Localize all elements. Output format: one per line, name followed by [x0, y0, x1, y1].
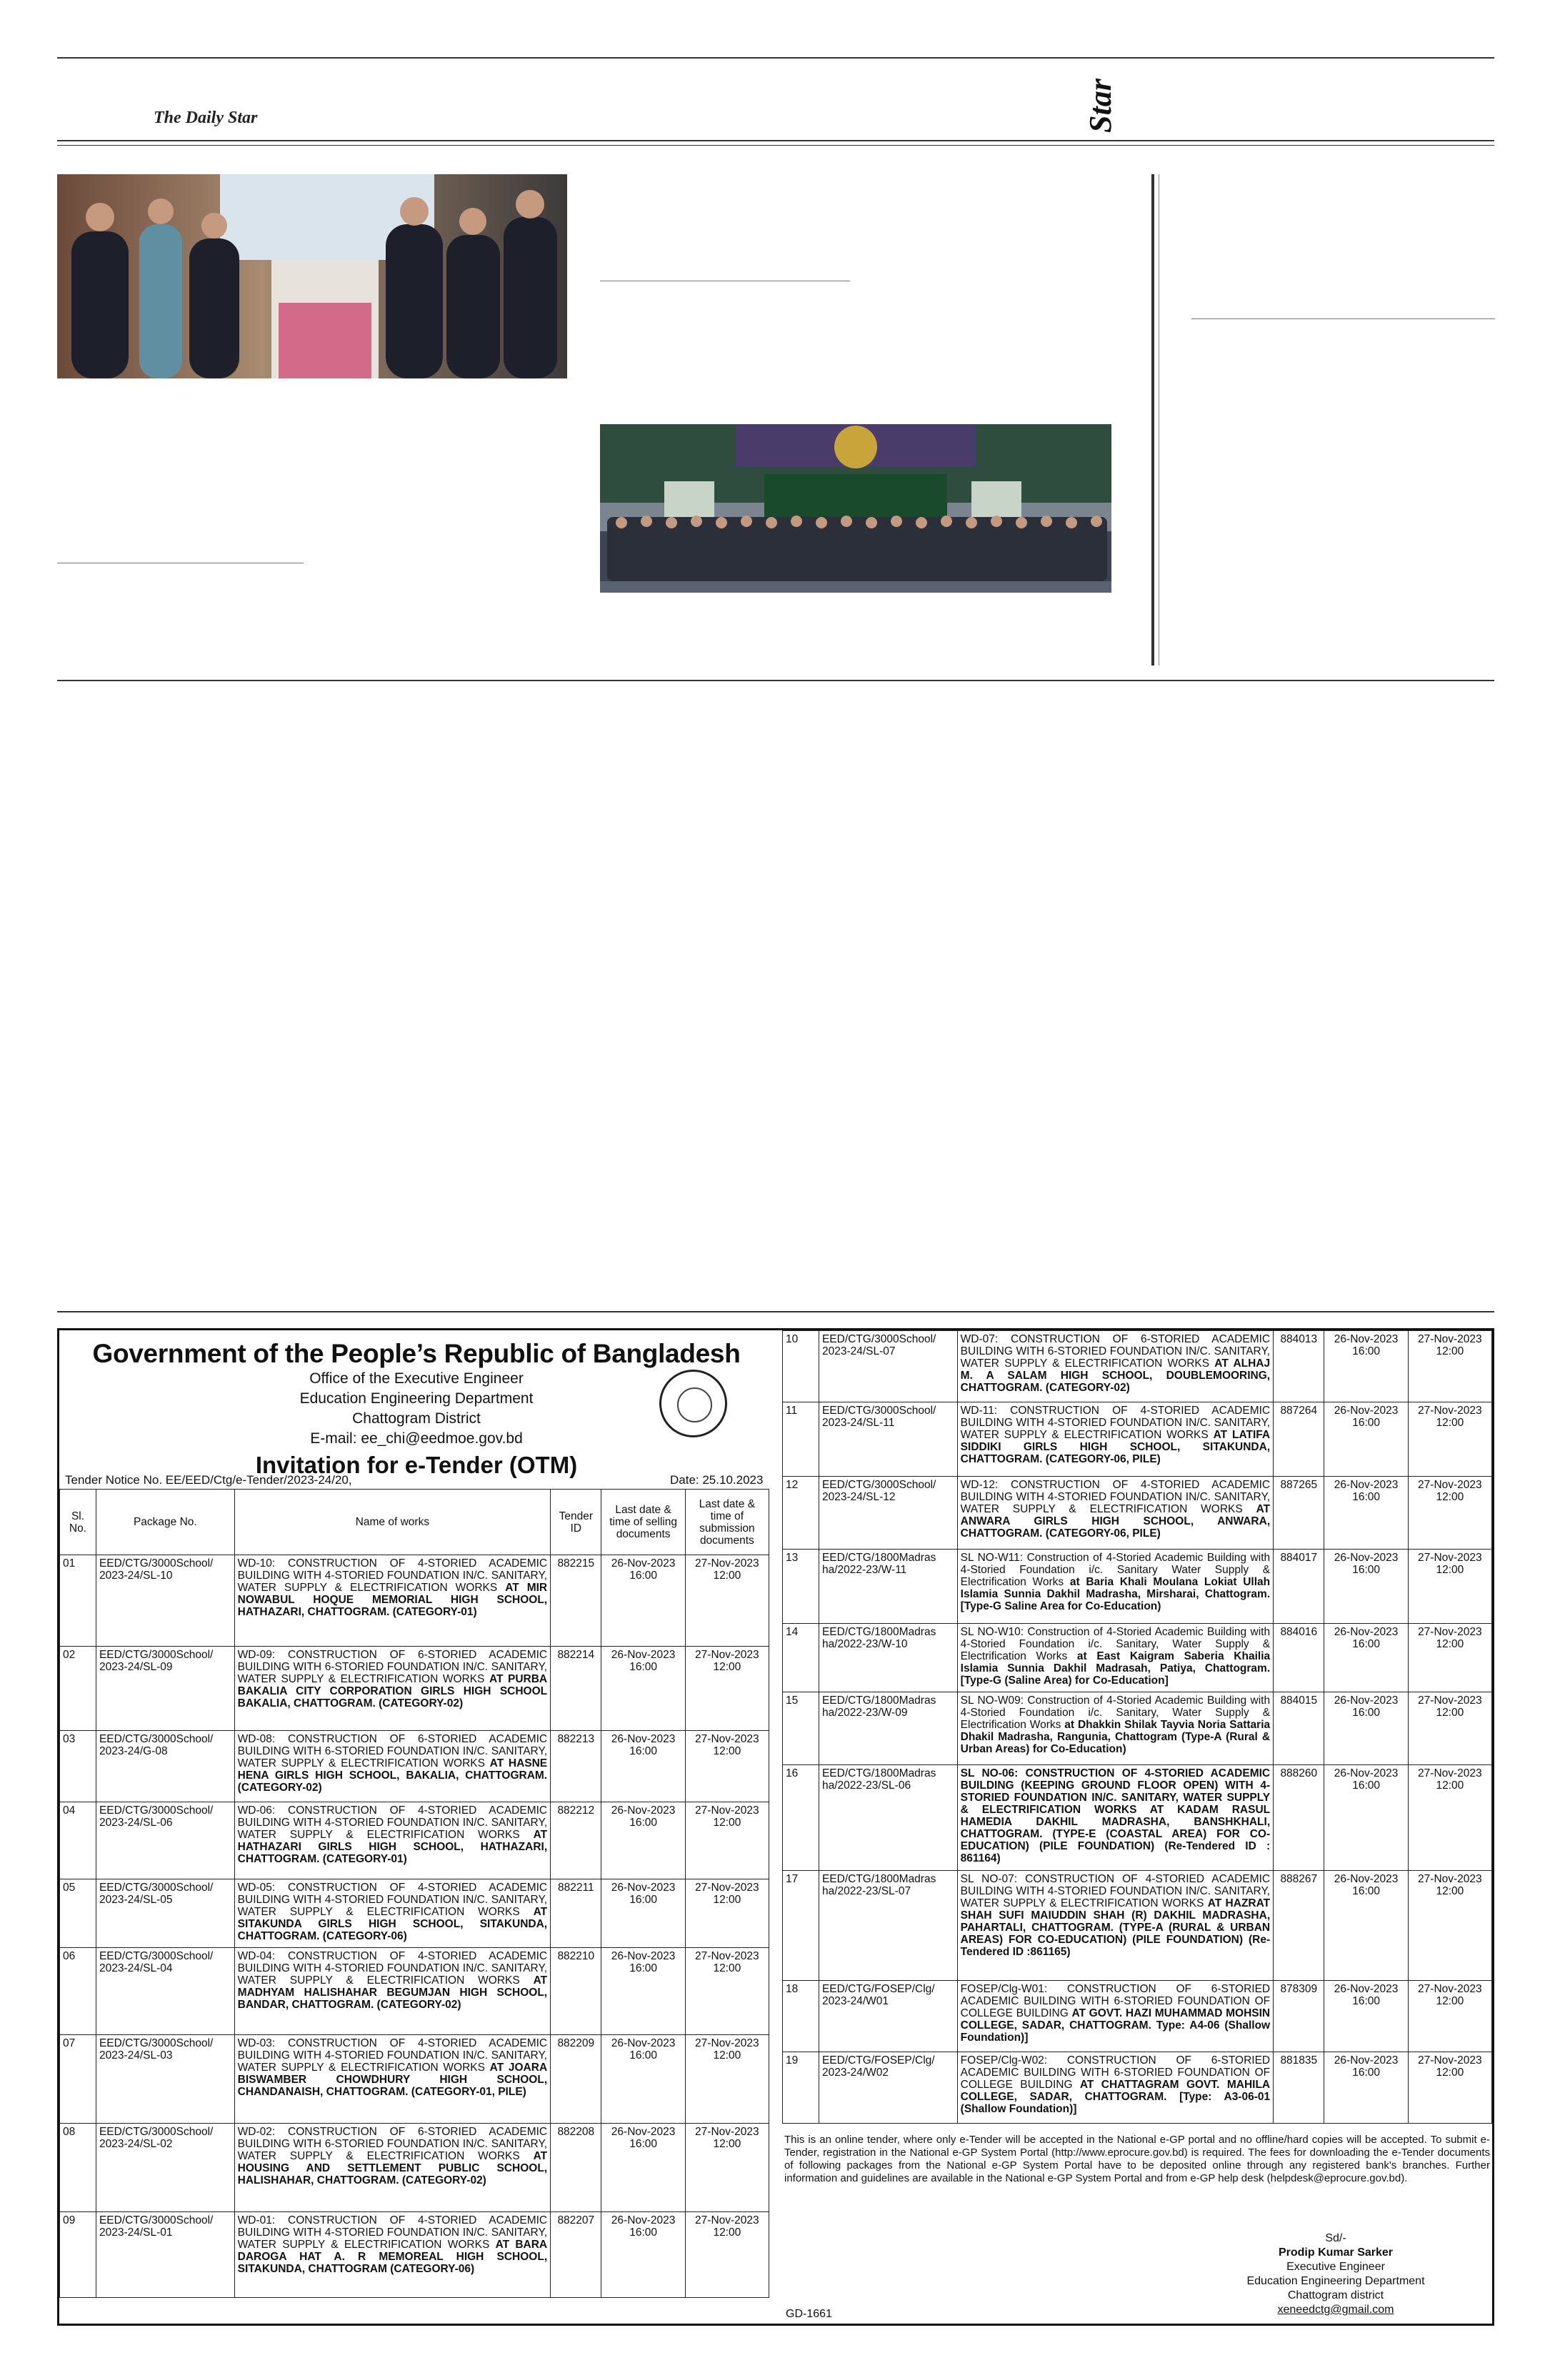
works-text: WD-07: CONSTRUCTION OF 6-STORIED ACADEMIC BUILDING WITH 6-STORIED FOUNDATION IN/C. SANITARY, WATER SUPPLY & ELECTRIFICATION WORKS	[960, 1333, 1271, 1370]
row-selling-date: 26-Nov-2023 16:00	[601, 1879, 685, 1948]
row-submission-date: 27-Nov-2023 12:00	[685, 2212, 769, 2298]
row-package: EED/CTG/3000School/ 2023-24/SL-12	[819, 1477, 957, 1550]
government-title: Government of the People’s Republic of Bangladesh	[92, 1339, 741, 1368]
row-submission-date: 27-Nov-2023 12:00	[1408, 1692, 1491, 1765]
row-tender-id: 881835	[1274, 2052, 1324, 2124]
signature-department: Education Engineering Department	[1246, 2275, 1425, 2287]
table-row	[783, 1477, 1492, 1550]
table-row	[783, 2052, 1492, 2124]
row-sl: 09	[60, 2212, 96, 2298]
works-location: AT SITAKUNDA GIRLS HIGH SCHOOL, SITAKUNDA, CHATTOGRAM. (CATEGORY-06)	[237, 1906, 548, 1942]
row-sl: 07	[60, 2035, 96, 2124]
row-selling-date: 26-Nov-2023 16:00	[1324, 1765, 1408, 1871]
row-works	[234, 2124, 550, 2212]
row-tender-id: 882211	[551, 1879, 601, 1948]
row-selling-date: 26-Nov-2023 16:00	[1324, 1402, 1408, 1477]
row-selling-date: 26-Nov-2023 16:00	[601, 2035, 685, 2124]
row-sl: 11	[783, 1402, 819, 1477]
works-location: AT PURBA BAKALIA CITY CORPORATION GIRLS HIGH SCHOOL BAKALIA, CHATTOGRAM. (CATEGORY-02)	[237, 1673, 548, 1709]
row-package: EED/CTG/3000School/ 2023-24/SL-07	[819, 1331, 957, 1402]
row-submission-date: 27-Nov-2023 12:00	[685, 2035, 769, 2124]
row-tender-id: 882210	[551, 1948, 601, 2035]
row-sl: 05	[60, 1879, 96, 1948]
ad-top-rule	[57, 1311, 1494, 1312]
row-works	[234, 1948, 550, 2035]
row-sl: 08	[60, 2124, 96, 2212]
row-works	[234, 2035, 550, 2124]
header-selling-date: Last date & time of selling documents	[601, 1490, 685, 1555]
works-location: AT HOUSING AND SETTLEMENT PUBLIC SCHOOL, HALISHAHAR, CHATTOGRAM. (CATEGORY-02)	[237, 2150, 548, 2186]
row-package: EED/CTG/FOSEP/Clg/ 2023-24/W02	[819, 2052, 957, 2124]
works-text: SL NO-W11: Construction of 4-Storied Academic Building with 4-Storied Foundation i/c. Sanitary Water Supply & Electrification Works	[960, 1552, 1271, 1588]
works-text: WD-10: CONSTRUCTION OF 4-STORIED ACADEMIC BUILDING WITH 4-STORIED FOUNDATION IN/C. SANITARY, WATER SUPPLY & ELECTRIFICATION WORKS	[237, 1557, 548, 1594]
row-selling-date: 26-Nov-2023 16:00	[601, 2212, 685, 2298]
row-package: EED/CTG/3000School/ 2023-24/SL-01	[96, 2212, 234, 2298]
row-works	[957, 1692, 1273, 1765]
works-location: AT BARA DAROGA HAT A. R MEMOREAL HIGH SCHOOL, SITAKUNDA, CHATTOGRAM (CATEGORY-06)	[237, 2239, 548, 2275]
works-location: AT HASNE HENA GIRLS HIGH SCHOOL, BAKALIA, CHATTOGRAM. (CATEGORY-02)	[237, 1757, 548, 1794]
government-seal-icon	[659, 1370, 727, 1437]
news-photo-spend-and-win	[57, 174, 567, 378]
row-sl: 10	[783, 1331, 819, 1402]
row-package: EED/CTG/1800Madras ha/2022-23/SL-06	[819, 1765, 957, 1871]
row-package: EED/CTG/3000School/ 2023-24/SL-06	[96, 1802, 234, 1879]
row-selling-date: 26-Nov-2023 16:00	[1324, 1550, 1408, 1624]
row-package: EED/CTG/1800Madras ha/2022-23/W-09	[819, 1692, 957, 1765]
tender-instructions: This is an online tender, where only e-Tender will be accepted in the National e-GP portal and no offline/hard copies will be accepted. To submit e-Tender, registration in the National e-GP System Portal (http://www.eprocure.gov.bd) is required. The fees for downloading the e-Tender documents of following packages from the National e-GP System Portal have to be deposited online through any registered bank's branches. Further information and guidelines are available in the National e-GP System Portal and from e-GP help desk (helpdesk@eprocure.gov.bd).	[784, 2134, 1490, 2184]
works-location: AT MIR NOWABUL HOQUE MEMORIAL HIGH SCHOOL, HATHAZARI, CHATTOGRAM. (CATEGORY-01)	[237, 1582, 548, 1618]
row-sl: 12	[783, 1477, 819, 1550]
works-text: WD-09: CONSTRUCTION OF 6-STORIED ACADEMIC BUILDING WITH 6-STORIED FOUNDATION IN/C. SANITARY, WATER SUPPLY & ELECTRIFICATION WORKS	[237, 1649, 548, 1685]
masthead-rule-1	[57, 140, 1494, 141]
table-row	[783, 1402, 1492, 1477]
row-selling-date: 26-Nov-2023 16:00	[601, 1731, 685, 1802]
row-tender-id: 882208	[551, 2124, 601, 2212]
works-location: at Dhakkin Shilak Tayvia Noria Sattaria Dhakil Madrasha, Rangunia, Chattogram (Type-A (Rural & Urban Areas) for Co-Education)	[960, 1719, 1271, 1755]
table-row	[60, 1555, 769, 1647]
row-selling-date: 26-Nov-2023 16:00	[1324, 1692, 1408, 1765]
row-tender-id: 888267	[1274, 1871, 1324, 1981]
signature-block	[1243, 2231, 1429, 2317]
row-tender-id: 878309	[1274, 1981, 1324, 2052]
department-name: Education Engineering Department	[299, 1390, 534, 1407]
header-tender-id: Tender ID	[551, 1490, 601, 1555]
row-submission-date: 27-Nov-2023 12:00	[1408, 1402, 1491, 1477]
row-works	[234, 1802, 550, 1879]
table-row	[783, 1331, 1492, 1402]
table-row	[783, 1624, 1492, 1692]
row-sl: 14	[783, 1624, 819, 1692]
row-tender-id: 884013	[1274, 1331, 1324, 1402]
row-submission-date: 27-Nov-2023 12:00	[1408, 1981, 1491, 2052]
works-text: SL NO-07: CONSTRUCTION OF 4-STORIED ACADEMIC BUILDING WITH 4-STORIED FOUNDATION IN/C. SANITARY, WATER SUPPLY & ELECTRIFICATION WORKS	[960, 1873, 1271, 1909]
row-works	[957, 1981, 1273, 2052]
row-package: EED/CTG/3000School/ 2023-24/SL-02	[96, 2124, 234, 2212]
table-row	[783, 1692, 1492, 1765]
row-tender-id: 884016	[1274, 1624, 1324, 1692]
row-selling-date: 26-Nov-2023 16:00	[601, 1802, 685, 1879]
tender-notice-date: Date: 25.10.2023	[670, 1473, 764, 1487]
works-location: AT ALHAJ M. A SALAM HIGH SCHOOL, DOUBLEMOORING, CHATTOGRAM. (CATEGORY-02)	[960, 1357, 1271, 1394]
works-text: WD-04: CONSTRUCTION OF 4-STORIED ACADEMIC BUILDING WITH 4-STORIED FOUNDATION IN/C. SANITARY, WATER SUPPLY & ELECTRIFICATION WORKS	[237, 1950, 548, 1987]
works-location: AT MADHYAM HALISHAHAR BEGUMJAN HIGH SCHOOL, BANDAR, CHATTOGRAM. (CATEGORY-02)	[237, 1974, 548, 2011]
row-tender-id: 887265	[1274, 1477, 1324, 1550]
row-sl: 01	[60, 1555, 96, 1647]
row-package: EED/CTG/3000School/ 2023-24/SL-10	[96, 1555, 234, 1647]
row-selling-date: 26-Nov-2023 16:00	[601, 1647, 685, 1731]
column-rule	[1151, 174, 1154, 666]
row-sl: 16	[783, 1765, 819, 1871]
works-text: WD-11: CONSTRUCTION OF 4-STORIED ACADEMIC BUILDING WITH 4-STORIED FOUNDATION IN/C. SANITARY, WATER SUPPLY & ELECTRIFICATION WORKS	[960, 1405, 1271, 1441]
works-location: AT GOVT. HAZI MUHAMMAD MOHSIN COLLEGE, SADAR, CHATTOGRAM. Type: A4-06 (Shallow Foundation)]	[960, 2007, 1271, 2044]
top-rule	[57, 57, 1494, 59]
signature-sd: Sd/-	[1325, 2232, 1346, 2244]
row-selling-date: 26-Nov-2023 16:00	[1324, 1624, 1408, 1692]
works-text: SL NO-W09: Construction of 4-Storied Academic Building with 4-Storied Foundation i/c. Sanitary, Water Supply & Electrification Works	[960, 1694, 1271, 1731]
row-tender-id: 882207	[551, 2212, 601, 2298]
row-works	[234, 1731, 550, 1802]
row-submission-date: 27-Nov-2023 12:00	[1408, 1331, 1491, 1402]
row-tender-id: 884017	[1274, 1550, 1324, 1624]
row-works	[234, 2212, 550, 2298]
row-selling-date: 26-Nov-2023 16:00	[1324, 1871, 1408, 1981]
table-row	[60, 2035, 769, 2124]
row-tender-id: 882209	[551, 2035, 601, 2124]
works-text: WD-05: CONSTRUCTION OF 4-STORIED ACADEMIC BUILDING WITH 4-STORIED FOUNDATION IN/C. SANITARY, WATER SUPPLY & ELECTRIFICATION WORKS	[237, 1882, 548, 1918]
news-photo-group-anniversary	[600, 424, 1111, 593]
works-text: WD-01: CONSTRUCTION OF 4-STORIED ACADEMIC BUILDING WITH 4-STORIED FOUNDATION IN/C. SANITARY, WATER SUPPLY & ELECTRIFICATION WORKS	[237, 2214, 548, 2251]
table-row	[60, 1802, 769, 1879]
table-row	[60, 1731, 769, 1802]
works-text: WD-08: CONSTRUCTION OF 6-STORIED ACADEMIC BUILDING WITH 6-STORIED FOUNDATION IN/C. SANITARY, WATER SUPPLY & ELECTRIFICATION WORKS	[237, 1733, 548, 1769]
signature-email: xeneedctg@gmail.com	[1277, 2304, 1394, 2316]
row-sl: 06	[60, 1948, 96, 2035]
row-works	[957, 1624, 1273, 1692]
table-row	[783, 1550, 1492, 1624]
works-location: AT ANWARA GIRLS HIGH SCHOOL, ANWARA, CHATTOGRAM. (CATEGORY-06, PILE)	[960, 1503, 1271, 1540]
row-works	[957, 1765, 1273, 1871]
row-works	[957, 1331, 1273, 1402]
masthead-logo-right: Star	[1083, 79, 1118, 133]
works-text: WD-06: CONSTRUCTION OF 4-STORIED ACADEMIC BUILDING WITH 4-STORIED FOUNDATION IN/C. SANITARY, WATER SUPPLY & ELECTRIFICATION WORKS	[237, 1804, 548, 1841]
row-selling-date: 26-Nov-2023 16:00	[601, 2124, 685, 2212]
notice-title: Invitation for e-Tender (OTM)	[255, 1452, 578, 1478]
works-text: FOSEP/Clg-W02: CONSTRUCTION OF 6-STORIED ACADEMIC BUILDING WITH 6-STORIED FOUNDATION OF COLLEGE BUILDING	[960, 2054, 1271, 2091]
row-package: EED/CTG/FOSEP/Clg/ 2023-24/W01	[819, 1981, 957, 2052]
table-row	[60, 2124, 769, 2212]
signature-name: Prodip Kumar Sarker	[1278, 2246, 1394, 2259]
works-location: SL NO-06: CONSTRUCTION OF 4-STORIED ACADEMIC BUILDING (KEEPING GROUND FLOOR OPEN) WITH 4-STORIED FOUNDATION IN/C. SANITARY, WATER SUPPLY & ELECTRIFICATION WORKS AT KADAM RASUL HAMEDIA DAKHIL MADRASHA, BANSHKHALI, CHATTOGRAM. (TYPE-E (COASTAL AREA) FOR CO-EDUCATION) (PILE FOUNDATION) (Re-Tendered ID : 861164)	[960, 1767, 1271, 1864]
row-sl: 17	[783, 1871, 819, 1981]
row-submission-date: 27-Nov-2023 12:00	[685, 1879, 769, 1948]
row-submission-date: 27-Nov-2023 12:00	[685, 1802, 769, 1879]
row-tender-id: 882215	[551, 1555, 601, 1647]
masthead-logo-left: The Daily Star	[154, 109, 258, 127]
row-tender-id: 884015	[1274, 1692, 1324, 1765]
signature-district: Chattogram district	[1287, 2289, 1384, 2301]
gd-number: GD-1661	[786, 2308, 832, 2320]
table-row	[60, 1879, 769, 1948]
row-works	[234, 1647, 550, 1731]
works-text: WD-03: CONSTRUCTION OF 4-STORIED ACADEMIC BUILDING WITH 4-STORIED FOUNDATION IN/C. SANITARY, WATER SUPPLY & ELECTRIFICATION WORKS	[237, 2037, 548, 2074]
header-sl: Sl. No.	[60, 1490, 96, 1555]
row-package: EED/CTG/1800Madras ha/2022-23/W-10	[819, 1624, 957, 1692]
row-package: EED/CTG/1800Madras ha/2022-23/SL-07	[819, 1871, 957, 1981]
row-submission-date: 27-Nov-2023 12:00	[685, 2124, 769, 2212]
row-selling-date: 26-Nov-2023 16:00	[601, 1555, 685, 1647]
tender-table-left	[59, 1489, 769, 2298]
header-works: Name of works	[234, 1490, 550, 1555]
table-row	[783, 1981, 1492, 2052]
works-location: at East Kaigram Saberia Khailia Islamia Sunnia Dakhil Madrasah, Patiya, Chattogram. [Type-G (Saline Area) for Co-Education]	[960, 1650, 1271, 1687]
row-tender-id: 882213	[551, 1731, 601, 1802]
row-selling-date: 26-Nov-2023 16:00	[1324, 1981, 1408, 2052]
works-text: SL NO-W10: Construction of 4-Storied Academic Building with 4-Storied Foundation i/c. Sanitary, Water Supply & Electrification Works	[960, 1626, 1271, 1662]
works-text: FOSEP/Clg-W01: CONSTRUCTION OF 6-STORIED ACADEMIC BUILDING WITH 6-STORIED FOUNDATION OF COLLEGE BUILDING	[960, 1983, 1271, 2019]
works-text: WD-12: CONSTRUCTION OF 4-STORIED ACADEMIC BUILDING WITH 4-STORIED FOUNDATION IN/C. SANITARY, WATER SUPPLY & ELECTRIFICATION WORKS	[960, 1479, 1271, 1515]
table-row	[60, 1948, 769, 2035]
office-name: Office of the Executive Engineer	[309, 1370, 524, 1387]
works-location: AT JOARA BISWAMBER CHOWDHURY HIGH SCHOOL, CHANDANAISH, CHATTOGRAM. (CATEGORY-01, PILE)	[237, 2062, 548, 2098]
row-submission-date: 27-Nov-2023 12:00	[1408, 2052, 1491, 2124]
row-selling-date: 26-Nov-2023 16:00	[601, 1948, 685, 2035]
tender-notice-number: Tender Notice No. EE/EED/Ctg/e-Tender/2023-24/20,	[65, 1473, 352, 1487]
row-sl: 13	[783, 1550, 819, 1624]
row-package: EED/CTG/1800Madras ha/2022-23/W-11	[819, 1550, 957, 1624]
masthead-rule-2	[57, 145, 1494, 146]
row-submission-date: 27-Nov-2023 12:00	[685, 1647, 769, 1731]
row-sl: 18	[783, 1981, 819, 2052]
row-package: EED/CTG/3000School/ 2023-24/G-08	[96, 1731, 234, 1802]
works-location: AT LATIFA SIDDIKI GIRLS HIGH SCHOOL, SITAKUNDA, CHATTOGRAM. (CATEGORY-06, PILE)	[960, 1429, 1271, 1465]
row-sl: 15	[783, 1692, 819, 1765]
office-email: E-mail: ee_chi@eedmoe.gov.bd	[310, 1430, 523, 1447]
row-submission-date: 27-Nov-2023 12:00	[685, 1948, 769, 2035]
row-package: EED/CTG/3000School/ 2023-24/SL-05	[96, 1879, 234, 1948]
row-works	[957, 2052, 1273, 2124]
row-tender-id: 882212	[551, 1802, 601, 1879]
works-location: AT HAZRAT SHAH SUFI MAIUDDIN SHAH (R) DAKHIL MADRASHA, PAHARTALI, CHATTOGRAM. (TYPE-A (RURAL & URBAN AREAS) FOR CO-EDUCATION) (PILE FOUNDATION) (Re-Tendered ID :861165)	[960, 1897, 1271, 1958]
story-divider-3	[1191, 318, 1495, 319]
row-sl: 04	[60, 1802, 96, 1879]
row-submission-date: 27-Nov-2023 12:00	[1408, 1871, 1491, 1981]
row-submission-date: 27-Nov-2023 12:00	[685, 1731, 769, 1802]
works-text: WD-02: CONSTRUCTION OF 6-STORIED ACADEMIC BUILDING WITH 6-STORIED FOUNDATION IN/C. SANITARY, WATER SUPPLY & ELECTRIFICATION WORKS	[237, 2126, 548, 2162]
row-selling-date: 26-Nov-2023 16:00	[1324, 2052, 1408, 2124]
row-submission-date: 27-Nov-2023 12:00	[685, 1555, 769, 1647]
row-tender-id: 887264	[1274, 1402, 1324, 1477]
row-submission-date: 27-Nov-2023 12:00	[1408, 1477, 1491, 1550]
row-package: EED/CTG/3000School/ 2023-24/SL-11	[819, 1402, 957, 1477]
row-tender-id: 888260	[1274, 1765, 1324, 1871]
row-sl: 03	[60, 1731, 96, 1802]
works-location: at Baria Khali Moulana Lokiat Ullah Islamia Sunnia Dakhil Madrasha, Mirsharai, Chattogram. [Type-G Saline Area for Co-Education)	[960, 1576, 1271, 1612]
row-works	[957, 1402, 1273, 1477]
row-works	[957, 1550, 1273, 1624]
row-package: EED/CTG/3000School/ 2023-24/SL-09	[96, 1647, 234, 1731]
table-row	[783, 1871, 1492, 1981]
table-row	[783, 1765, 1492, 1871]
row-submission-date: 27-Nov-2023 12:00	[1408, 1765, 1491, 1871]
row-submission-date: 27-Nov-2023 12:00	[1408, 1624, 1491, 1692]
row-submission-date: 27-Nov-2023 12:00	[1408, 1550, 1491, 1624]
row-works	[957, 1477, 1273, 1550]
row-package: EED/CTG/3000School/ 2023-24/SL-03	[96, 2035, 234, 2124]
row-sl: 19	[783, 2052, 819, 2124]
header-package: Package No.	[96, 1490, 234, 1555]
table-row	[60, 2212, 769, 2298]
row-works	[234, 1879, 550, 1948]
works-location: AT CHATTAGRAM GOVT. MAHILA COLLEGE, SADAR, CHATTOGRAM. [Type: A3-06-01 (Shallow Foundation)]	[960, 2079, 1271, 2115]
section-rule	[57, 680, 1494, 681]
row-selling-date: 26-Nov-2023 16:00	[1324, 1477, 1408, 1550]
row-works	[234, 1555, 550, 1647]
works-location: AT HATHAZARI GIRLS HIGH SCHOOL, HATHAZARI, CHATTOGRAM. (CATEGORY-01)	[237, 1829, 548, 1865]
header-submission-date: Last date & time of submission documents	[685, 1490, 769, 1555]
row-selling-date: 26-Nov-2023 16:00	[1324, 1331, 1408, 1402]
district-name: Chattogram District	[352, 1410, 481, 1427]
table-row	[60, 1647, 769, 1731]
row-tender-id: 882214	[551, 1647, 601, 1731]
signature-designation: Executive Engineer	[1286, 2261, 1385, 2273]
tender-table-right	[782, 1330, 1492, 2124]
row-sl: 02	[60, 1647, 96, 1731]
row-works	[957, 1871, 1273, 1981]
row-package: EED/CTG/3000School/ 2023-24/SL-04	[96, 1948, 234, 2035]
